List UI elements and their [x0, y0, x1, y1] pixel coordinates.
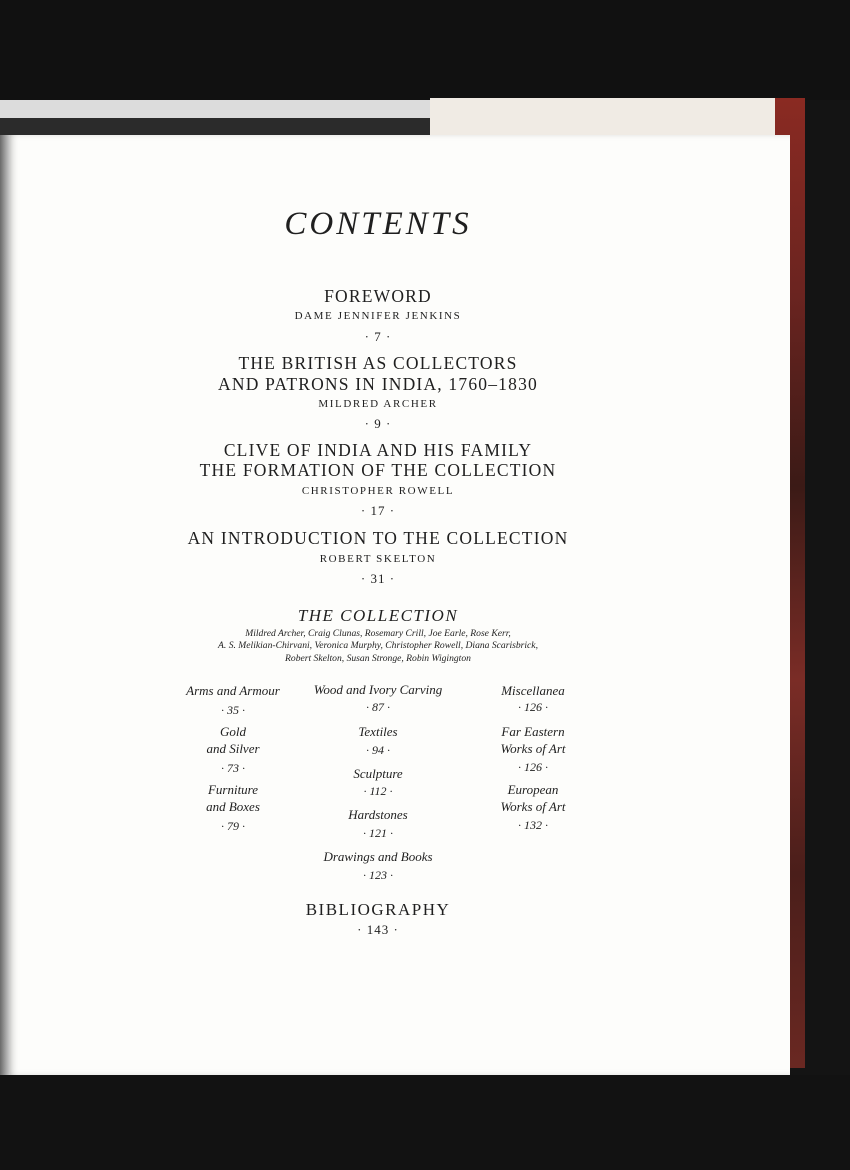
toc-item-textiles[interactable]: Textiles — [358, 724, 398, 739]
toc-item-page: · 73 · — [221, 761, 245, 775]
contributors-line: Mildred Archer, Craig Clunas, Rosemary Crill, Joe Earle, Rose Kerr, — [245, 628, 511, 639]
toc-item-wood-ivory[interactable]: Wood and Ivory Carving — [313, 682, 443, 697]
toc-item-sculpture[interactable]: Sculpture — [353, 766, 403, 781]
toc-item-page: · 79 · — [221, 819, 245, 833]
bibliography-page-number: · 143 · — [357, 922, 399, 937]
section-title-foreword[interactable]: FOREWORD — [324, 286, 432, 306]
toc-item-european-line2[interactable]: Works of Art — [500, 799, 566, 814]
toc-item-far-eastern-line1[interactable]: Far Eastern — [501, 724, 565, 739]
toc-item-page: · 87 · — [366, 700, 390, 714]
toc-item-page: · 94 · — [366, 743, 390, 757]
back-page-edge — [0, 100, 430, 120]
section-author: MILDRED ARCHER — [318, 398, 438, 410]
toc-item-page: · 123 · — [363, 868, 393, 882]
toc-item-far-eastern-line2[interactable]: Works of Art — [500, 741, 566, 756]
toc-item-european-line1[interactable]: European — [507, 782, 559, 797]
section-author: ROBERT SKELTON — [319, 553, 437, 565]
section-page-number: · 9 · — [364, 416, 392, 431]
toc-item-furniture-line2[interactable]: and Boxes — [206, 799, 260, 814]
section-author: DAME JENNIFER JENKINS — [294, 310, 462, 322]
toc-item-page: · 126 · — [518, 760, 548, 774]
bibliography-title[interactable]: BIBLIOGRAPHY — [305, 900, 451, 919]
toc-item-gold-silver-line2[interactable]: and Silver — [206, 741, 260, 756]
toc-item-gold-silver-line1[interactable]: Gold — [220, 724, 246, 739]
contributors-line: Robert Skelton, Susan Stronge, Robin Wigington — [285, 653, 471, 664]
section-page-number: · 17 · — [360, 503, 396, 518]
dark-background-bottom — [0, 1075, 850, 1170]
toc-item-page: · 35 · — [221, 703, 245, 717]
dark-background-top — [0, 0, 850, 100]
toc-item-page: · 112 · — [363, 784, 393, 798]
section-page-number: · 31 · — [360, 571, 396, 586]
page-title: CONTENTS — [284, 206, 472, 242]
contributors-line: A. S. Melikian-Chirvani, Veronica Murphy, Christopher Rowell, Diana Scarisbrick, — [218, 640, 538, 651]
toc-item-miscellanea[interactable]: Miscellanea — [501, 683, 565, 698]
section-title-british-collectors-line2[interactable]: AND PATRONS IN INDIA, 1760–1830 — [218, 374, 538, 394]
toc-item-page: · 121 · — [363, 826, 393, 840]
section-title-clive-line1[interactable]: CLIVE OF INDIA AND HIS FAMILY — [223, 440, 533, 460]
section-title-clive-line2[interactable]: THE FORMATION OF THE COLLECTION — [199, 460, 557, 480]
toc-item-drawings-books[interactable]: Drawings and Books — [323, 849, 433, 864]
toc-item-furniture-line1[interactable]: Furniture — [207, 782, 259, 797]
section-author: CHRISTOPHER ROWELL — [301, 485, 455, 497]
back-page-edge-right — [430, 98, 775, 138]
toc-item-arms-armour[interactable]: Arms and Armour — [186, 683, 280, 698]
toc-item-page: · 126 · — [518, 700, 548, 714]
toc-item-hardstones[interactable]: Hardstones — [348, 807, 408, 822]
section-page-number: · 7 · — [364, 329, 392, 344]
toc-item-page: · 132 · — [518, 818, 548, 832]
section-title-british-collectors-line1[interactable]: THE BRITISH AS COLLECTORS — [238, 353, 518, 373]
section-title-introduction[interactable]: AN INTRODUCTION TO THE COLLECTION — [187, 528, 569, 548]
page-gutter-shadow — [0, 135, 10, 1075]
book-cover-edge — [0, 118, 430, 136]
collection-title[interactable]: THE COLLECTION — [297, 606, 459, 625]
